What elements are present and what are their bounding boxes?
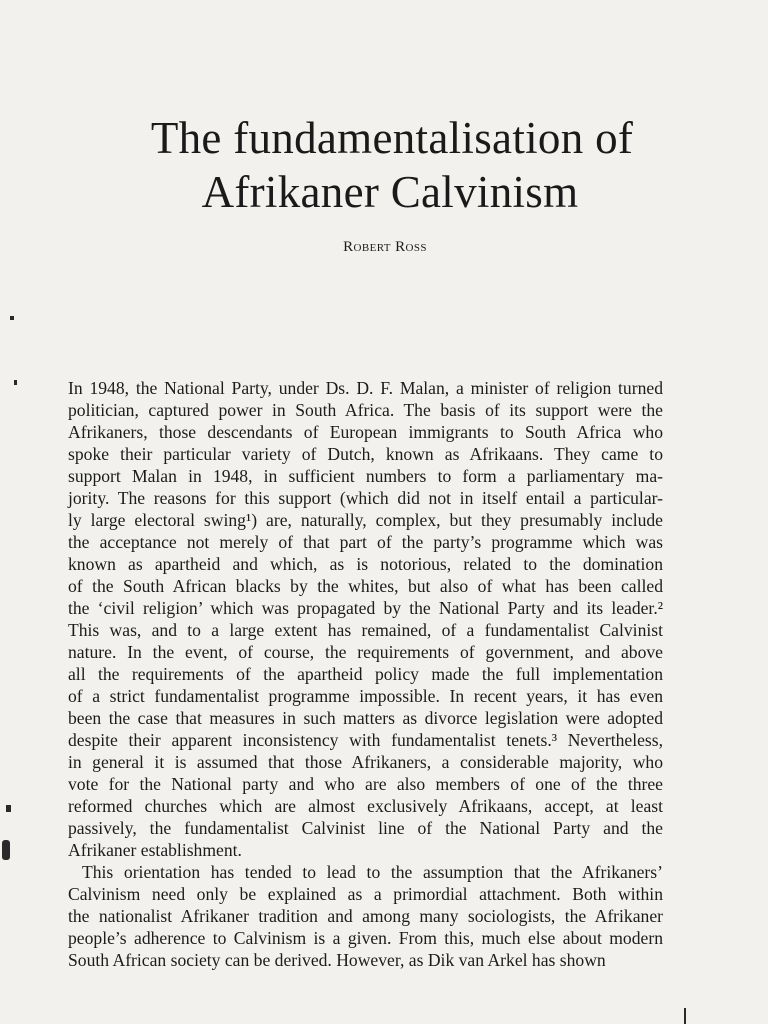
body-line: been the case that measures in such matters as divorce legislation were adopted: [68, 708, 663, 728]
body-line: ly large electoral swing¹) are, naturally, complex, but they presumably include: [68, 510, 663, 530]
body-line: Afrikaners, those descendants of European immigrants to South Africa who: [68, 422, 663, 442]
article-title-line-2: Afrikaner Calvinism: [201, 167, 579, 217]
body-line: politician, captured power in South Africa. The basis of its support were the: [68, 400, 663, 420]
body-line: known as apartheid and which, as is notorious, related to the domination: [68, 554, 663, 574]
body-line: Calvinism need only be explained as a primordial attachment. Both within: [68, 884, 663, 904]
body-line: This was, and to a large extent has remained, of a fundamentalist Calvinist: [68, 620, 663, 640]
body-line: spoke their particular variety of Dutch, known as Afrikaans. They came to: [68, 444, 663, 464]
body-line: people’s adherence to Calvinism is a given. From this, much else about modern: [68, 928, 663, 948]
body-line: support Malan in 1948, in sufficient numbers to form a parliamentary ma-: [68, 466, 663, 486]
body-line: in general it is assumed that those Afrikaners, a considerable majority, who: [68, 752, 663, 772]
body-line: the ‘civil religion’ which was propagated by the National Party and its leader.²: [68, 598, 663, 618]
scan-speck: [10, 316, 14, 320]
scan-speck: [2, 840, 10, 860]
body-line: jority. The reasons for this support (which did not in itself entail a particular-: [68, 488, 663, 508]
body-line: In 1948, the National Party, under Ds. D. F. Malan, a minister of religion turned: [68, 378, 663, 398]
body-line: South African society can be derived. However, as Dik van Arkel has shown: [68, 950, 606, 970]
body-line: reformed churches which are almost exclusively Afrikaans, accept, at least: [68, 796, 663, 816]
body-line: nature. In the event, of course, the requirements of government, and above: [68, 642, 663, 662]
body-line: the acceptance not merely of that part of the party’s programme which was: [68, 532, 663, 552]
article-title-line-1: The fundamentalisation of: [150, 113, 634, 163]
scan-edge-mark: [684, 1008, 686, 1024]
scan-speck: [14, 380, 17, 385]
body-line: the nationalist Afrikaner tradition and among many sociologists, the Afrikaner: [68, 906, 663, 926]
body-line: all the requirements of the apartheid policy made the full implementation: [68, 664, 663, 684]
body-line: passively, the fundamentalist Calvinist line of the National Party and the: [68, 818, 663, 838]
scan-speck: [6, 805, 11, 812]
body-line: This orientation has tended to lead to the assumption that the Afrikaners’: [82, 862, 663, 882]
body-line: vote for the National party and who are also members of one of the three: [68, 774, 663, 794]
body-line: Afrikaner establishment.: [68, 840, 242, 860]
body-line: despite their apparent inconsistency with fundamentalist tenets.³ Nevertheless,: [68, 730, 663, 750]
body-line: of a strict fundamentalist programme impossible. In recent years, it has even: [68, 686, 663, 706]
article-author: Robert Ross: [343, 239, 427, 255]
body-line: of the South African blacks by the whites, but also of what has been called: [68, 576, 663, 596]
